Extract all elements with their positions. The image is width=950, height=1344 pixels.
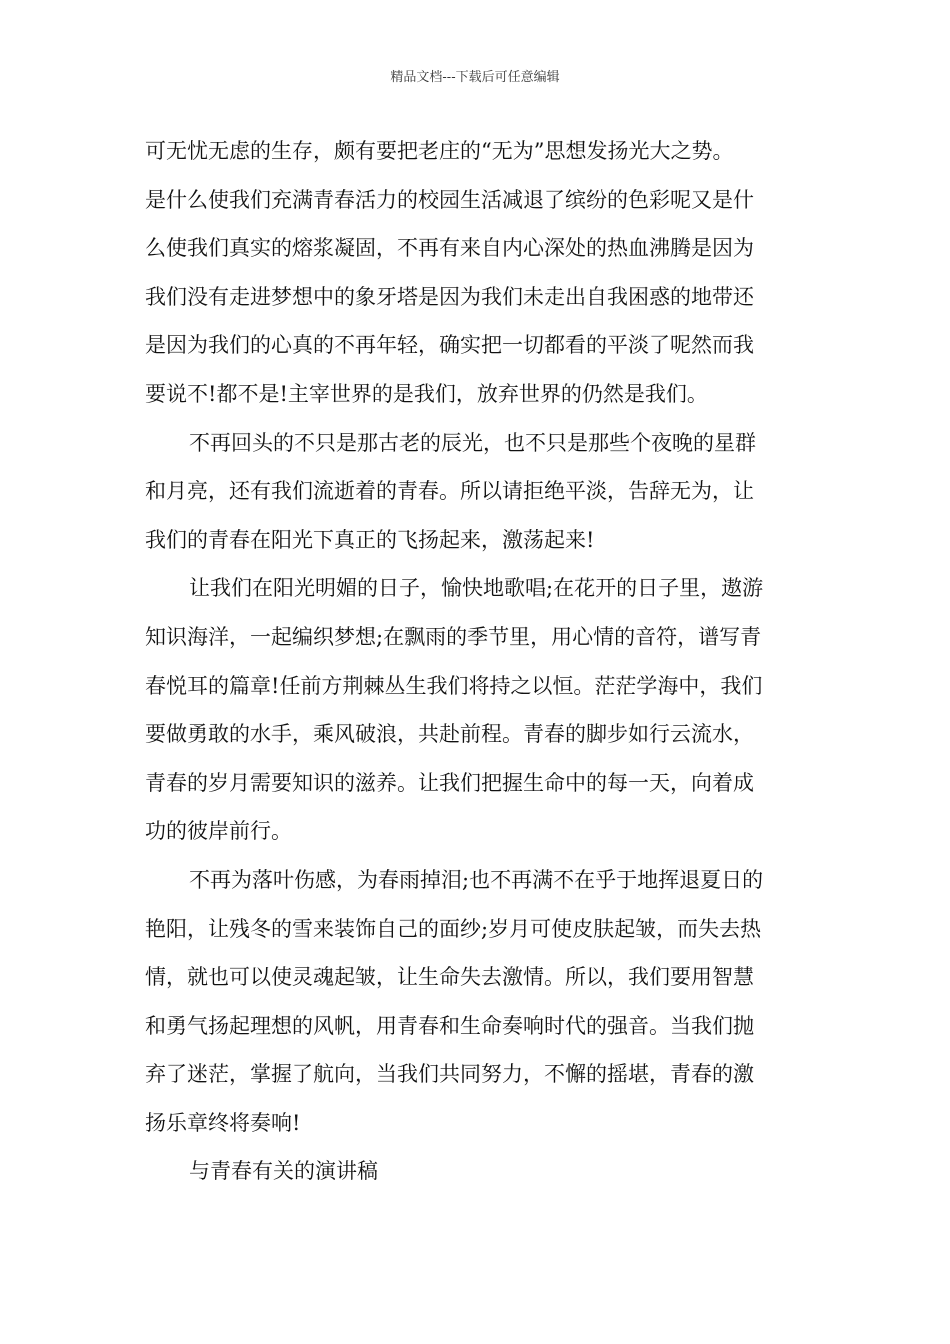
text-line: 可无忧无虑的生存，颇有要把老庄的“无为”思想发扬光大之势。 [145, 139, 734, 163]
text-line: 要说不!都不是!主宰世界的是我们，放弃世界的仍然是我们。 [145, 381, 708, 406]
text-line: 弃了迷茫，掌握了航向，当我们共同努力，不懈的摇堪，青春的激 [145, 1062, 754, 1087]
document-body [145, 127, 805, 1196]
text-line: 知识海洋，一起编织梦想;在飘雨的季节里，用心情的音符，谱写青 [145, 624, 762, 649]
text-line: 我们没有走进梦想中的象牙塔是因为我们未走出自我困惑的地带还 [145, 284, 754, 309]
text-line: 是什么使我们充满青春活力的校园生活减退了缤纷的色彩呢又是什 [145, 187, 754, 212]
text-line: 和勇气扬起理想的风帆，用青春和生命奏响时代的强音。当我们抛 [145, 1013, 754, 1038]
text-line: 与青春有关的演讲稿 [189, 1159, 378, 1184]
text-line: 艳阳，让残冬的雪来装饰自己的面纱;岁月可使皮肤起皱，而失去热 [145, 916, 762, 941]
page-header: 精品文档---下载后可任意编辑 [390, 70, 560, 85]
text-line: 不再回头的不只是那古老的辰光，也不只是那些个夜晚的星群 [189, 430, 756, 455]
text-line: 功的彼岸前行。 [145, 819, 292, 844]
text-line: 让我们在阳光明媚的日子，愉快地歌唱;在花开的日子里，遨游 [189, 576, 764, 601]
text-line: 和月亮，还有我们流逝着的青春。所以请拒绝平淡，告辞无为，让 [145, 479, 754, 504]
text-line: 要做勇敢的水手，乘风破浪，共赴前程。青春的脚步如行云流水， [145, 722, 754, 747]
text-line: 情，就也可以使灵魂起皱，让生命失去激情。所以，我们要用智慧 [145, 965, 754, 990]
text-line: 青春的岁月需要知识的滋养。让我们把握生命中的每一天，向着成 [145, 770, 754, 795]
text-line: 扬乐章终将奏响! [145, 1110, 301, 1135]
text-line: 是因为我们的心真的不再年轻，确实把一切都看的平淡了呢然而我 [145, 333, 754, 358]
text-line: 春悦耳的篇章!任前方荆棘丛生我们将持之以恒。茫茫学海中，我们 [145, 673, 763, 698]
text-line: 么使我们真实的熔浆凝固，不再有来自内心深处的热血沸腾是因为 [145, 236, 754, 261]
text-line: 不再为落叶伤感，为春雨掉泪;也不再满不在乎于地挥退夏日的 [189, 867, 764, 892]
text-line: 我们的青春在阳光下真正的飞扬起来，激荡起来! [145, 527, 595, 552]
